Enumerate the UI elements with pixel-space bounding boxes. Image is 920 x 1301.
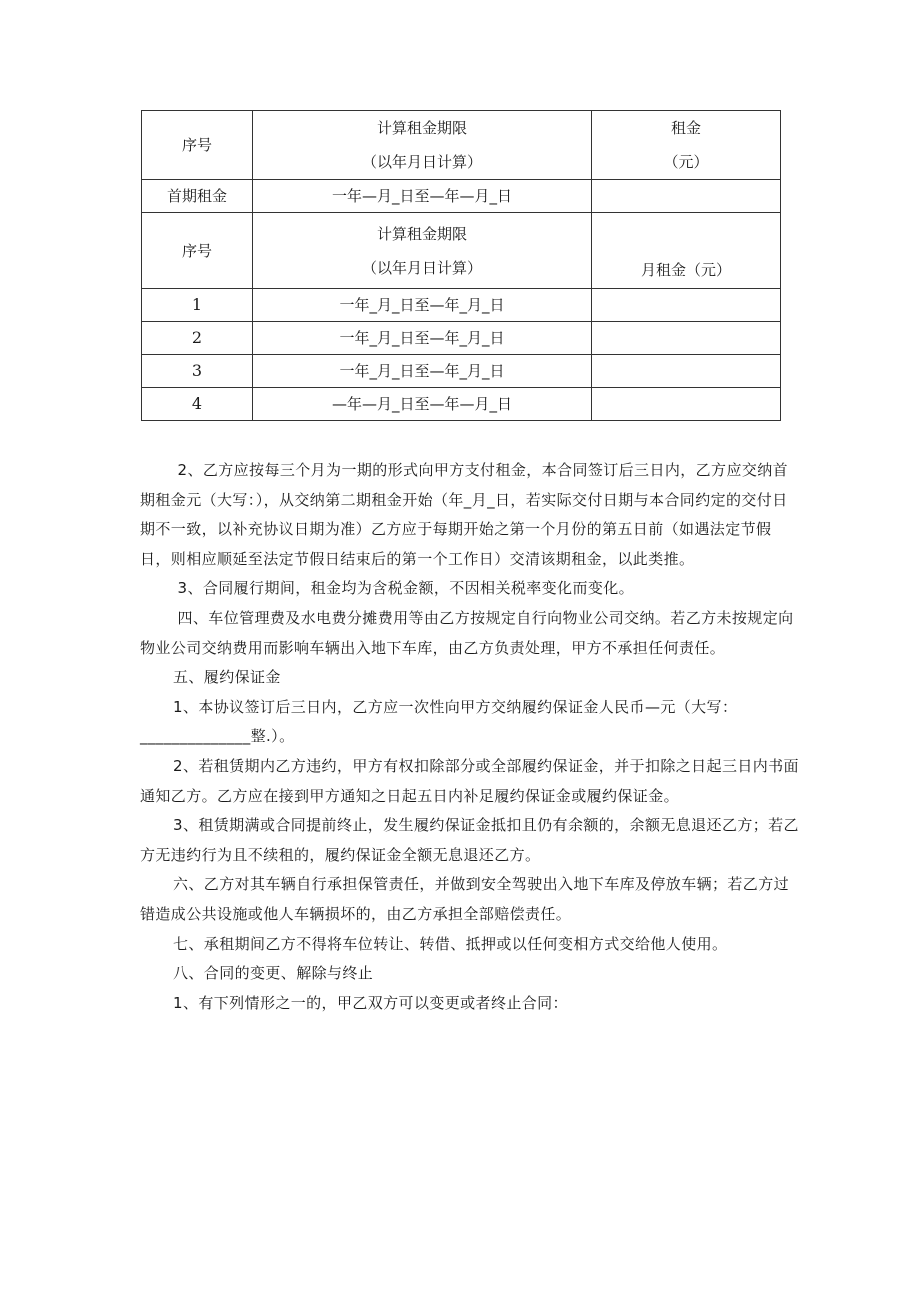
monthly-rent-header: 月租金（元） bbox=[592, 213, 781, 289]
rent-header-line1: 租金 bbox=[670, 119, 701, 137]
period-header bbox=[253, 111, 592, 180]
paragraph-tax: 3、合同履行期间，租金均为含税金额，不因相关税率变化而变化。 bbox=[177, 579, 635, 598]
paragraph-vehicle-custody: 六、乙方对其车辆自行承担保管责任，并做到安全驾驶出入地下车库及停放车辆；若乙方过错造成公共设施或他人车辆损坏的，由乙方承担全部赔偿责任。 bbox=[140, 875, 790, 923]
seq-header-2: 序号 bbox=[142, 213, 253, 289]
paragraph-deposit-deduction: 2、若租赁期内乙方违约，甲方有权扣除部分或全部履约保证金，并于扣除之日起三日内书面通知乙方。乙方应在接到甲方通知之日起五日内补足履约保证金或履约保证金。 bbox=[140, 756, 799, 805]
rent-schedule-table bbox=[141, 110, 781, 421]
row-seq: 2 bbox=[142, 322, 253, 355]
row-amount bbox=[592, 289, 781, 322]
paragraph-management-fee: 四、车位管理费及水电费分摊费用等由乙方按规定自行向物业公司交纳。若乙方未按规定向物业公司交纳费用而影响车辆出入地下车库，由乙方负责处理，甲方不承担任何责任。 bbox=[140, 608, 794, 657]
paragraph-no-transfer: 七、承租期间乙方不得将车位转让、转借、抵押或以任何变相方式交给他人使用。 bbox=[173, 934, 728, 953]
row-period: 一年_月_日至—年_月_日 bbox=[253, 322, 592, 355]
table-subheader-row bbox=[142, 213, 781, 289]
first-rent-period: 一年—月_日至—年—月_日 bbox=[253, 180, 592, 213]
rent-header bbox=[592, 111, 781, 180]
period-header-2-line1: 计算租金期限 bbox=[376, 224, 467, 243]
period-header-2-line2: （以年月日计算） bbox=[361, 258, 482, 277]
rent-header-line2: （元） bbox=[663, 153, 709, 171]
table-row bbox=[142, 322, 781, 355]
row-amount bbox=[592, 388, 781, 421]
period-header-line1: 计算租金期限 bbox=[376, 119, 467, 137]
row-period: 一年_月_日至—年_月_日 bbox=[253, 355, 592, 388]
contract-body bbox=[140, 456, 800, 1018]
row-period: 一年_月_日至—年_月_日 bbox=[253, 289, 592, 322]
paragraph-termination-conditions: 1、有下列情形之一的，甲乙双方可以变更或者终止合同： bbox=[173, 993, 568, 1012]
table-row bbox=[142, 388, 781, 421]
table-row bbox=[142, 355, 781, 388]
row-amount bbox=[592, 322, 781, 355]
section-heading-deposit: 五、履约保证金 bbox=[173, 668, 281, 687]
row-seq: 4 bbox=[142, 388, 253, 421]
row-period: —年—月_日至—年—月_日 bbox=[253, 388, 592, 421]
first-rent-amount bbox=[592, 180, 781, 213]
paragraph-rent-payment: 2、乙方应按每三个月为一期的形式向甲方支付租金，本合同签订后三日内，乙方应交纳首期租金元（大写：），从交纳第二期租金开始（年_月_日，若实际交付日期与本合同约定的交付日期不一致，以补充协议日期为准）乙方应于每期开始之第一个月份的第五日前（如遇法定节假日，则相应顺延至法定节假日结束后的第一个工作日）交清该期租金，以此类推。 bbox=[140, 461, 789, 568]
period-header-2 bbox=[253, 213, 592, 289]
row-amount bbox=[592, 355, 781, 388]
paragraph-deposit-refund: 3、租赁期满或合同提前终止，发生履约保证金抵扣且仍有余额的，余额无息退还乙方；若乙方无违约行为且不续租的，履约保证金全额无息退还乙方。 bbox=[140, 816, 799, 864]
row-seq: 1 bbox=[142, 289, 253, 322]
row-seq: 3 bbox=[142, 355, 253, 388]
seq-header: 序号 bbox=[142, 111, 253, 180]
first-rent-label: 首期租金 bbox=[142, 180, 253, 213]
first-rent-row bbox=[142, 180, 781, 213]
table-header-row bbox=[142, 111, 781, 180]
section-heading-termination: 八、合同的变更、解除与终止 bbox=[173, 964, 374, 983]
period-header-line2: （以年月日计算） bbox=[361, 153, 482, 171]
table-row bbox=[142, 289, 781, 322]
paragraph-deposit-payment: 1、本协议签订后三日内，乙方应一次性向甲方交纳履约保证金人民币—元（大写：______________整.）。 bbox=[140, 697, 738, 746]
